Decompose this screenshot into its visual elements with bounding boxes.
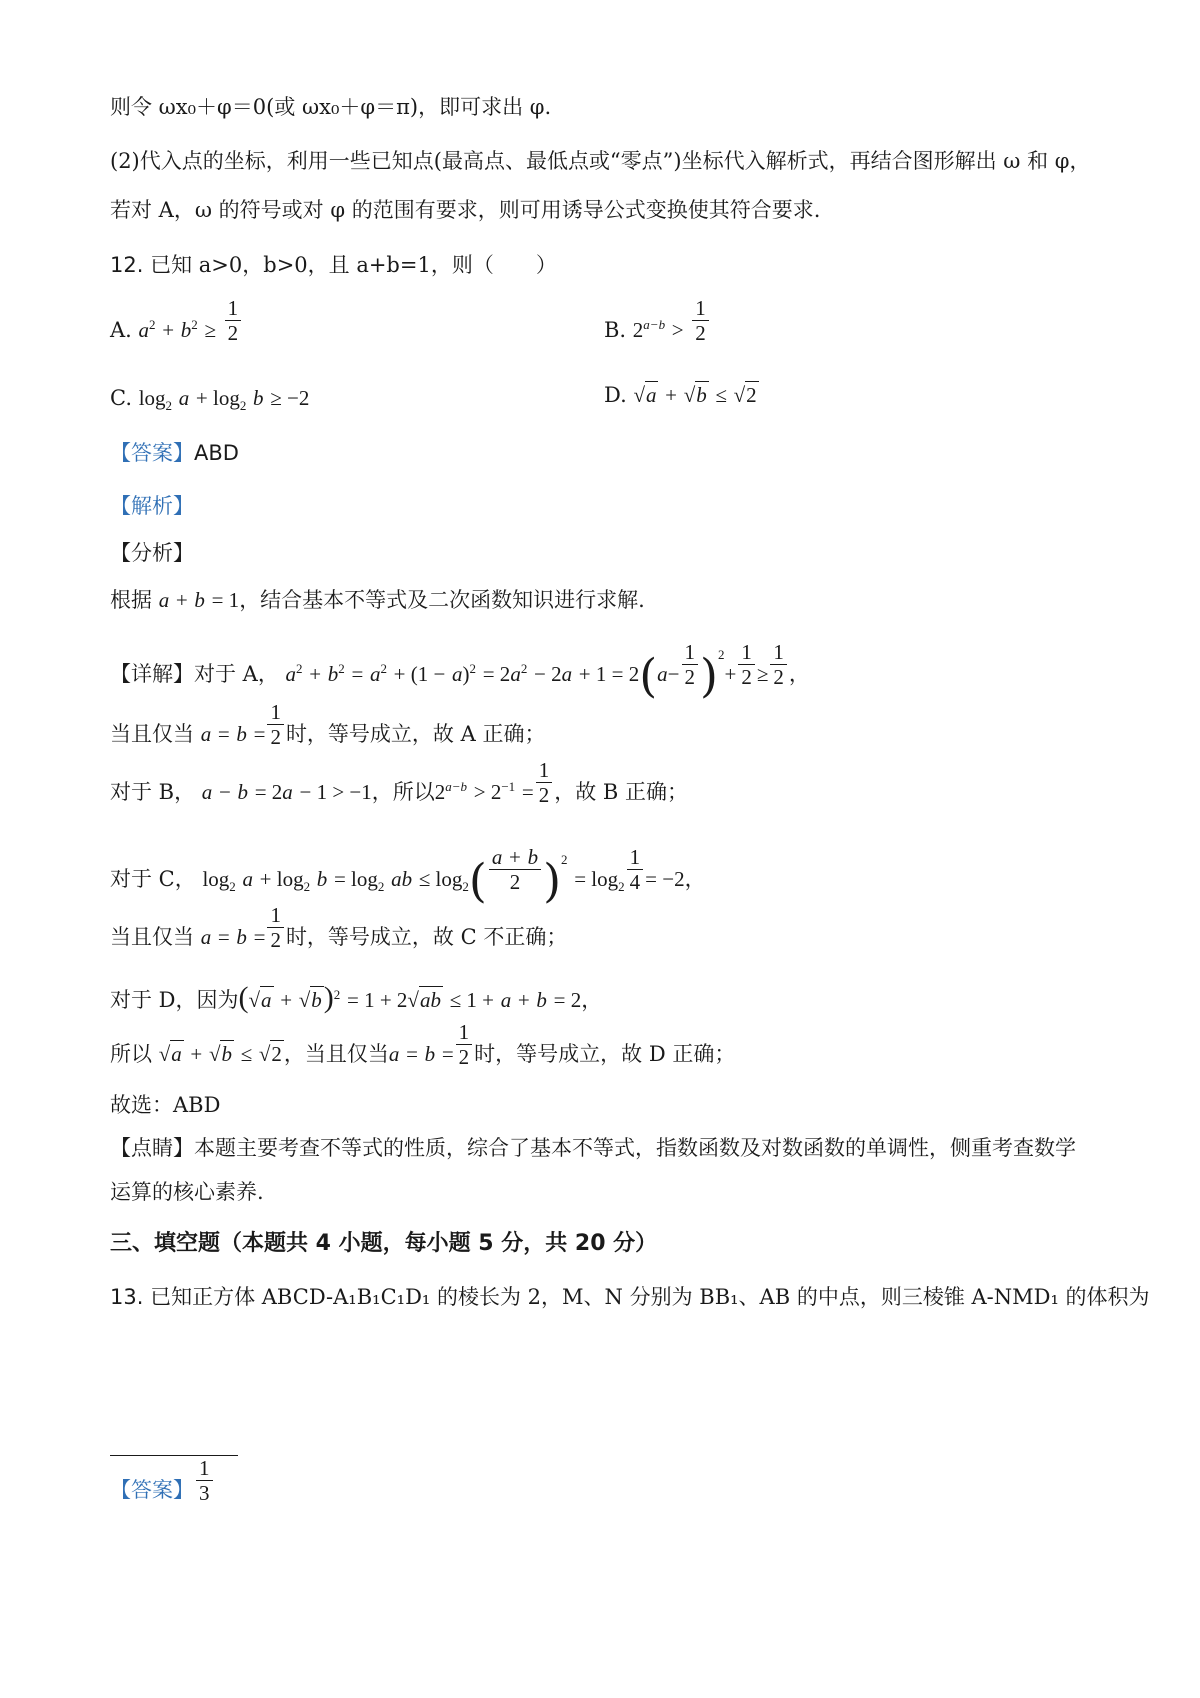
question-text: 已知 a>0，b>0，且 a+b=1，则（ ） — [150, 253, 557, 277]
detail-b: 对于 B， a − b = 2a − 1 > −1，所以$2^{a-b} > 2^{-1}$ = $\frac{1}{2}$ ，故 B 正确； — [110, 758, 688, 808]
fenxi-text: 根据 a + b = 1，结合基本不等式及二次函数知识进行求解. — [110, 588, 645, 612]
detail-a: 【详解】对于 A， $a^2 + b^2 = a^2 + (1 - a)^2 = 2a^2 - 2a + 1 = 2(a-$ $\frac{1}{2}$ )$^2$+ $\frac{1}{2}$ ≥ $\frac{1}{2}$ ， — [110, 639, 810, 703]
option-d: D. √a + √b ≤ √2 — [604, 383, 757, 407]
question-number: 12. — [110, 253, 144, 277]
eq-cond-a: 当且仅当 a = b = $\frac{1}{2}$ 时，等号成立，故 A 正确； — [110, 700, 546, 750]
fenxi-label: 【分析】 — [110, 541, 194, 565]
comment-line-2: 运算的核心素养. — [110, 1180, 264, 1204]
option-b: B. $2^{a-b}$ > $\frac{1}{2}$ — [604, 318, 711, 345]
choose-answer: 故选：ABD — [110, 1093, 221, 1117]
question-text: 已知正方体 ABCD-A₁B₁C₁D₁ 的棱长为 2，M、N 分别为 BB₁、AB 的中点，则三棱锥 A-NMD₁ 的体积为 — [150, 1285, 1150, 1309]
detail-c: 对于 C， $\log_2 a + \log_2 b = \log_2$ ab ≤ $\log_2$( $\frac{a + b}{2}$ )$^2 = \log_2$ $\frac{1}{4}$ = −2， — [110, 844, 706, 908]
comment-line-1: 【点睛】本题主要考查不等式的性质，综合了基本不等式，指数函数及对数函数的单调性，侧重考查数学 — [110, 1136, 1076, 1160]
detail-d-2: 所以 √a + √b ≤ √2，当且仅当a = b = $\frac{1}{2}$ 时，等号成立，故 D 正确； — [110, 1020, 736, 1070]
analysis-label: 【解析】 — [110, 494, 194, 518]
answer-13: 【答案】 $\frac{1}{3}$ — [110, 1478, 215, 1505]
intro-line-3: 若对 A，ω 的符号或对 φ 的范围有要求，则可用诱导公式变换使其符合要求. — [110, 198, 821, 222]
eq-cond-c: 当且仅当 a = b = $\frac{1}{2}$ 时，等号成立，故 C 不正确； — [110, 903, 568, 953]
detail-d: 对于 D，因为$(√a + √b)^2 = 1 + 2√ab \le 1 + a + b = 2$， — [110, 981, 603, 1014]
option-c: C. $\log_2 a + \log_2 b \ge -2$ — [110, 386, 310, 414]
question-number: 13. — [110, 1285, 144, 1309]
intro-line-2: (2)代入点的坐标，利用一些已知点(最高点、最低点或“零点”)坐标代入解析式，再结合图形解出 ω 和 φ， — [110, 149, 1091, 173]
question-12-stem — [110, 255, 557, 276]
section-title: 三、填空题（本题共 4 小题，每小题 5 分，共 20 分） — [110, 1231, 658, 1256]
question-13-stem — [110, 1287, 1150, 1308]
answer-12: 【答案】ABD — [110, 441, 239, 465]
option-a: A. $a^2 + b^2$ ≥ $\frac{1}{2}$ — [110, 318, 243, 345]
answer-blank — [110, 1455, 238, 1456]
intro-line-1: 则令 ωx₀＋φ＝0(或 ωx₀＋φ＝π)，即可求出 φ. — [110, 95, 552, 119]
